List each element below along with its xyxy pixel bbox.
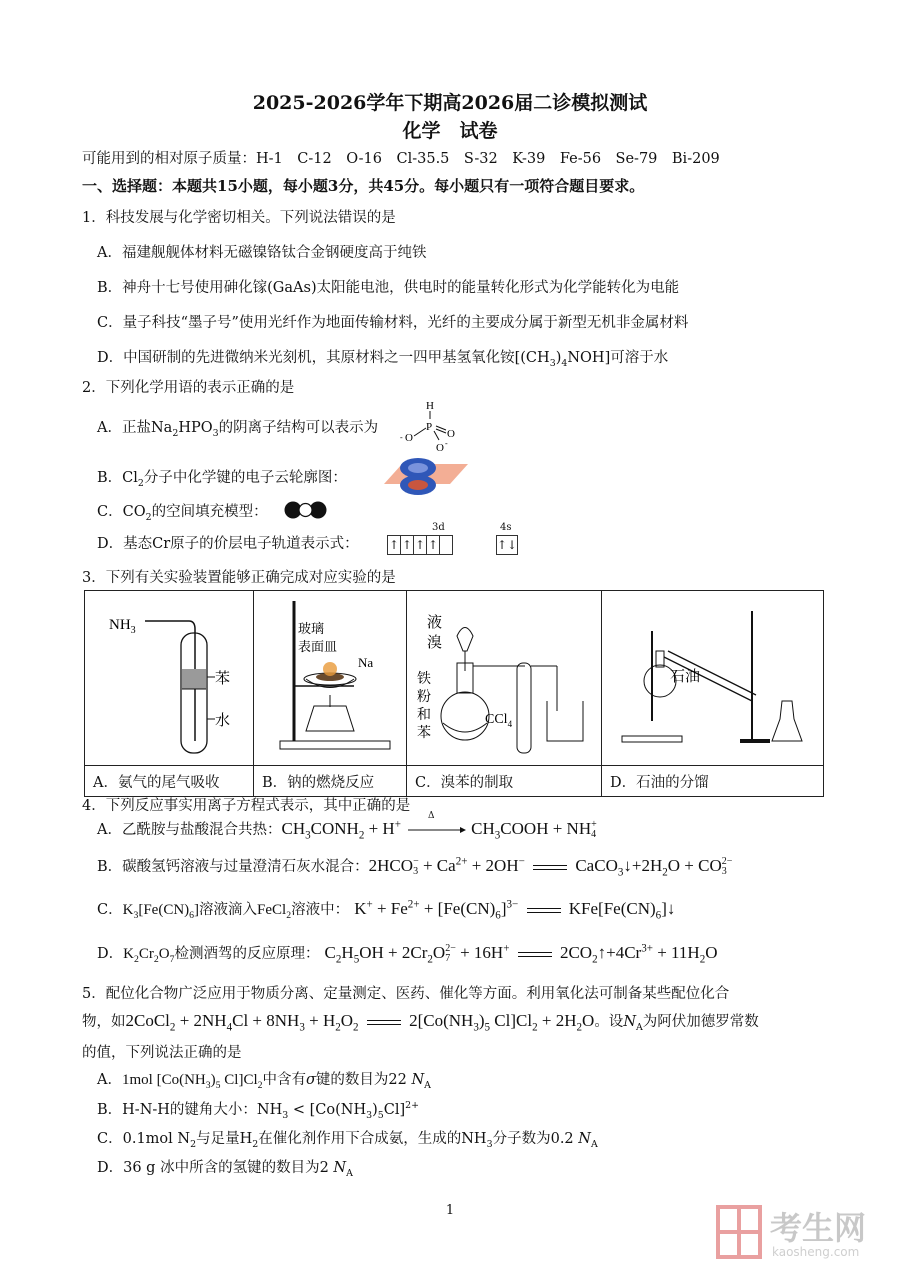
- heat-arrow: Δ: [406, 823, 466, 837]
- section-heading: 一、选择题：本题共15小题，每小题3分，共45分。每小题只有一项符合题目要求。: [82, 177, 645, 195]
- q4-option-d: D．$K_2Cr_2O_7$检测酒驾的反应原理： $C_2H_5OH + 2Cr_2O$ 2− 7 + 16H+ $2CO_2↑+4Cr^{3+} + 11H_2O$: [97, 942, 718, 966]
- struct-o-left: O: [405, 432, 413, 444]
- apparatus-b-figure: [254, 591, 406, 761]
- label-glass-2: 表面皿: [298, 640, 338, 655]
- label-water: 水: [215, 711, 231, 729]
- orbital-3d-label: 3d: [432, 522, 445, 533]
- co2-space-filling-model: [283, 500, 329, 520]
- struct-o-bottom: O: [436, 442, 444, 454]
- orbital-3d-boxes: [387, 535, 453, 555]
- apparatus-caption-b: B．钠的燃烧反应: [254, 766, 407, 797]
- q1-option-b: B．神舟十七号使用砷化镓(GaAs)太阳能电池，供电时的能量转化形式为化学能转化为电能: [97, 280, 680, 296]
- q1-option-c: C．量子科技“墨子号”使用光纤作为地面传输材料，光纤的主要成分属于新型无机非金属材料: [97, 315, 689, 331]
- q5-option-d: D．36 g 冰中所含的氢键的数目为2 $N_A$: [97, 1160, 353, 1179]
- apparatus-d-figure: [602, 591, 823, 761]
- cl2-electron-cloud-figure: [368, 456, 472, 498]
- q3-stem: 3．下列有关实验装置能够正确完成对应实验的是: [82, 570, 396, 586]
- hpo3-anion-structure: [396, 396, 466, 456]
- q5-line2: 物，如2CoCl$_2$ + $2NH_4Cl + 8NH_3 + H_2O_2$ $2[Co(NH_3)_5$ $Cl]Cl_2 + 2H_2O$。设$N_A$为阿伏加德罗常数: [82, 1011, 759, 1034]
- q1-option-d: D．中国研制的先进微纳米光刻机，其原材料之一四甲基氢氧化铵$[(CH_3)_4NOH]$可溶于水: [97, 350, 669, 369]
- watermark-text: 考生网: [770, 1209, 867, 1247]
- orbital-3d-box: [440, 536, 453, 555]
- q5-line1: 5．配位化合物广泛应用于物质分离、定量测定、医药、催化等方面。利用氧化法可制备某些配位化合: [82, 986, 730, 1002]
- atomic-masses: 可能用到的相对原子质量：H-1 C-12 O-16 Cl-35.5 S-32 K-39 Fe-56 Se-79 Bi-209: [82, 151, 720, 167]
- apparatus-c-figure: [407, 591, 601, 761]
- orbital-4s-box: [496, 535, 518, 555]
- orbital-3d-box: ↑: [427, 536, 440, 555]
- label-iron-2: 粉: [417, 689, 431, 705]
- q5-option-c: C．0.1mol $N_2$与足量$H_2$在催化剂作用下合成氨，生成的$NH_3$分子数为0.2 $N_A$: [97, 1131, 598, 1150]
- orbital-3d-box: ↑: [388, 536, 401, 555]
- struct-minus-bottom: -: [445, 439, 448, 448]
- label-nh3: $NH_3$: [109, 617, 136, 636]
- label-oil: 石油: [670, 667, 701, 685]
- apparatus-caption-c: C．溴苯的制取: [407, 766, 602, 797]
- apparatus-d-cell: [602, 591, 824, 766]
- q2-option-a: A．正盐$Na_2HPO_3$的阴离子结构可以表示为: [97, 420, 379, 439]
- apparatus-caption-a: A．氨气的尾气吸收: [85, 766, 254, 797]
- equals-sign: [527, 908, 561, 913]
- q1-option-a: A．福建舰舰体材料无磁镍铬钛合金钢硬度高于纯铁: [97, 245, 427, 261]
- orbital-3d-box: ↑: [401, 536, 414, 555]
- orbital-4s-cell: ↑↓: [497, 536, 518, 555]
- q5-option-a: A．1mol [$Co(NH_3)_5$ $Cl]Cl_2$中含有σ键的数目为22 $N_A$: [97, 1072, 431, 1091]
- orbital-3d-box: ↑: [414, 536, 427, 555]
- q5-line3: 的值，下列说法正确的是: [82, 1045, 242, 1061]
- equals-sign: [533, 865, 567, 870]
- label-glass-1: 玻璃: [298, 622, 325, 637]
- label-iron-3: 和: [417, 707, 431, 723]
- q4-option-b: B．碳酸氢钙溶液与过量澄清石灰水混合：2HCO − 3 + $Ca^{2+} + 2OH^-$ $CaCO_3↓+2H_2O$ + CO 2− 3: [97, 855, 733, 879]
- q3-apparatus-table: [84, 590, 824, 797]
- struct-h: H: [426, 400, 434, 412]
- q2-stem: 2．下列化学用语的表示正确的是: [82, 380, 295, 396]
- label-liquid-br-1: 液: [427, 613, 443, 631]
- watermark-logo-icon: [714, 1203, 764, 1261]
- apparatus-a-cell: [85, 591, 254, 766]
- watermark-url: kaosheng.com: [772, 1245, 860, 1259]
- orbital-4s-label: 4s: [500, 522, 512, 533]
- struct-o-right: O: [447, 428, 455, 440]
- apparatus-a-figure: [85, 591, 253, 761]
- label-benzene: 苯: [215, 669, 231, 687]
- label-iron-4: 苯: [417, 725, 431, 741]
- apparatus-caption-d: D．石油的分馏: [602, 766, 824, 797]
- q1-stem: 1．科技发展与化学密切相关。下列说法错误的是: [82, 210, 396, 226]
- q4-stem: 4．下列反应事实用离子方程式表示，其中正确的是: [82, 798, 411, 814]
- equals-sign: [518, 952, 552, 957]
- q4-option-a: A．乙酰胺与盐酸混合共热：$CH_3CONH_2 + H^+$ Δ $CH_3COOH$ + NH + 4: [97, 810, 597, 842]
- label-na: Na: [358, 655, 374, 670]
- page-number: 1: [445, 1203, 455, 1218]
- apparatus-c-cell: [407, 591, 602, 766]
- q5-option-b: B．H-N-H的键角大小：$NH_3 < [Co(NH_3)_5Cl]^{2+}$: [97, 1100, 420, 1121]
- q2-option-b: B．$Cl_2$分子中化学键的电子云轮廓图：: [97, 470, 347, 489]
- q2-option-d: D．基态Cr原子的价层电子轨道表示式：: [97, 536, 359, 552]
- apparatus-b-cell: [254, 591, 407, 766]
- q2-option-c: C．$CO_2$的空间填充模型：: [97, 504, 268, 523]
- label-ccl4: CCl$_4$: [485, 712, 513, 729]
- struct-minus-left: -: [400, 433, 403, 442]
- exam-title: 2025-2026学年下期高2026届二诊模拟测试: [252, 92, 648, 114]
- watermark: [714, 1203, 884, 1263]
- exam-subtitle: 化学 试卷: [402, 120, 498, 142]
- q4-option-c: C．$K_3[Fe(CN)_6]$溶液滴入FeCl$_2$溶液中： $K^+ + Fe^{2+} + [Fe(CN)_6]^{3-}$ $KFe[Fe(CN)_6]↓$: [97, 898, 676, 922]
- equals-sign: [367, 1020, 401, 1025]
- struct-p: P: [426, 421, 433, 433]
- label-liquid-br-2: 溴: [427, 633, 443, 651]
- label-iron-1: 铁: [417, 671, 431, 687]
